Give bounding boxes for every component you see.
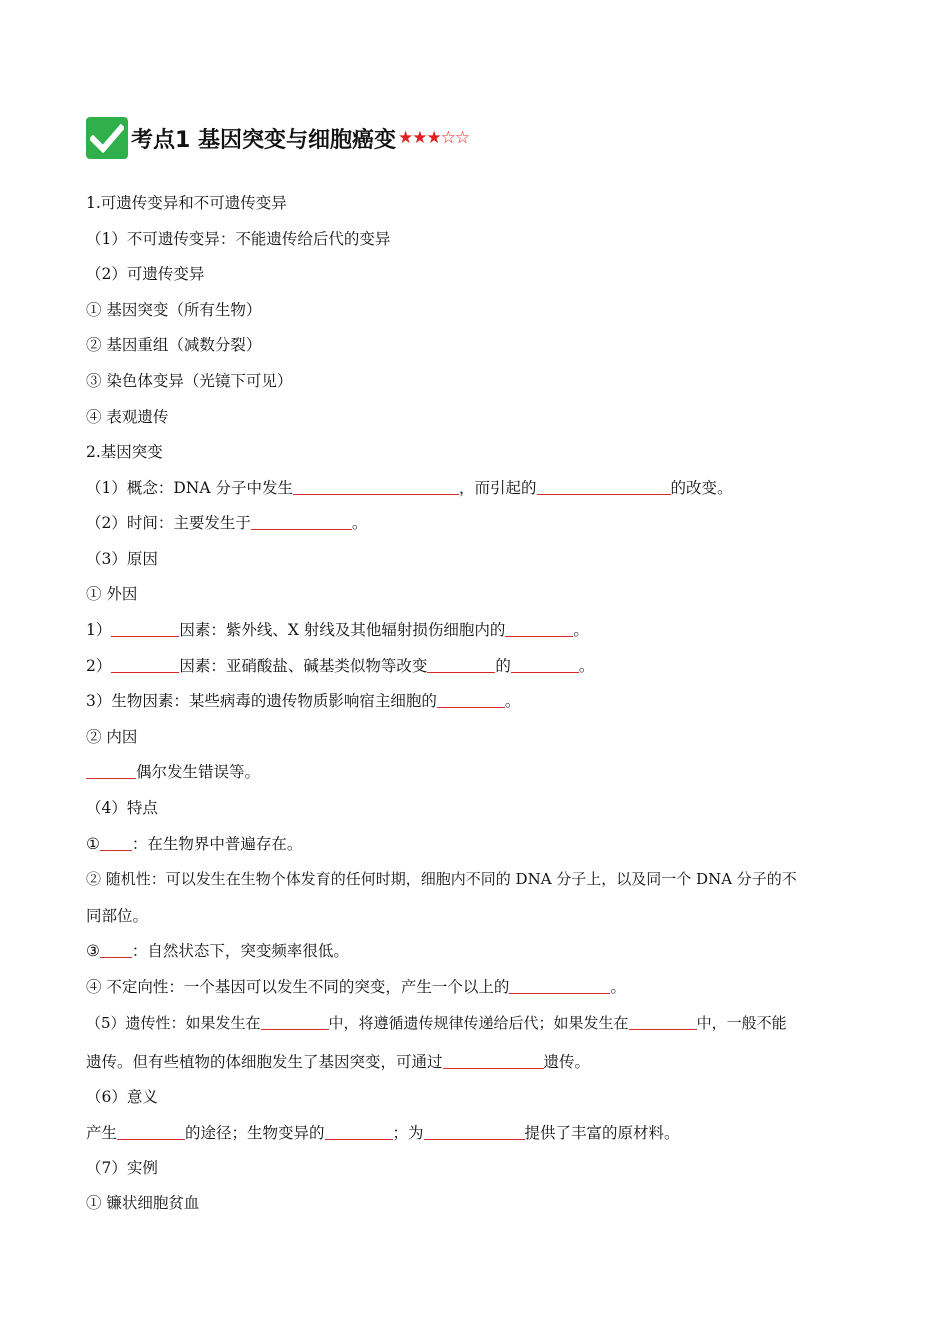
text-line — [86, 478, 733, 498]
text-line: （6）意义 — [86, 1088, 158, 1106]
text-segment: ，而引起的 — [458, 479, 537, 497]
text-line: 2.基因突变 — [86, 443, 163, 461]
text-line: ② 随机性：可以发生在生物个体发育的任何时期，细胞内不同的 DNA 分子上，以及同一个 DNA 分子的不 — [86, 870, 797, 888]
text-segment: 。 — [504, 692, 521, 710]
text-segment: 产生 — [86, 1124, 118, 1142]
text-line: ① 镰状细胞贫血 — [86, 1194, 200, 1212]
text-line: ① 外因 — [86, 585, 138, 603]
text-line — [86, 762, 260, 782]
text-segment: 1） — [86, 621, 112, 639]
text-segment: 。 — [573, 621, 589, 639]
text-segment: 。 — [610, 978, 626, 996]
text-segment: ④ 不定向性：一个基因可以发生不同的突变，产生一个以上的 — [86, 978, 510, 996]
text-segment: 的 — [495, 657, 511, 675]
text-line — [86, 691, 520, 711]
text-segment: 提供了丰富的原材料。 — [524, 1124, 680, 1142]
text-line — [86, 620, 589, 640]
text-line — [86, 1013, 787, 1033]
fill-blank[interactable] — [437, 692, 505, 708]
fill-blank[interactable] — [537, 479, 671, 495]
text-segment: 3）生物因素：某些病毒的遗传物质影响宿主细胞的 — [86, 692, 437, 710]
text-line — [86, 1052, 590, 1072]
text-line: 同部位。 — [86, 907, 149, 925]
text-segment: ：自然状态下，突变频率很低。 — [131, 942, 349, 960]
text-segment: 的途径；生物变异的 — [185, 1124, 325, 1142]
fill-blank[interactable] — [325, 1124, 393, 1140]
text-segment: （1）概念：DNA 分子中发生 — [86, 479, 293, 497]
text-segment: 。 — [578, 657, 595, 675]
section-heading — [86, 115, 469, 161]
fill-blank[interactable] — [111, 621, 179, 637]
text-segment: 因素：亚硝酸盐、碱基类似物等改变 — [179, 657, 428, 675]
text-line: ① 基因突变（所有生物） — [86, 301, 262, 319]
section-title: 考点1 基因突变与细胞癌变 — [131, 127, 396, 153]
text-line — [86, 656, 594, 676]
text-line: （3）原因 — [86, 550, 158, 568]
text-line: 1.可遗传变异和不可遗传变异 — [86, 194, 287, 212]
text-line: ② 基因重组（减数分裂） — [86, 336, 262, 354]
fill-blank[interactable] — [629, 1014, 697, 1030]
fill-blank[interactable] — [100, 942, 132, 958]
text-segment: 中，将遵循遗传规律传递给后代；如果发生在 — [328, 1014, 629, 1032]
text-segment: 2） — [86, 657, 112, 675]
fill-blank[interactable] — [509, 978, 610, 994]
fill-blank[interactable] — [111, 657, 179, 673]
text-segment: （5）遗传性：如果发生在 — [86, 1014, 261, 1032]
difficulty-stars: ★★★☆☆ — [397, 128, 470, 148]
text-line — [86, 834, 302, 854]
text-line: ② 内因 — [86, 728, 138, 746]
text-segment: ：在生物界中普遍存在。 — [131, 835, 303, 853]
text-segment: 遗传。但有些植物的体细胞发生了基因突变，可通过 — [86, 1053, 443, 1071]
text-line: （2）可遗传变异 — [86, 265, 205, 283]
fill-blank[interactable] — [505, 621, 573, 637]
text-line — [86, 513, 367, 533]
fill-blank[interactable] — [117, 1124, 185, 1140]
text-segment: 的改变。 — [670, 479, 733, 497]
text-line — [86, 941, 349, 961]
text-line — [86, 977, 626, 997]
fill-blank[interactable] — [511, 657, 579, 673]
text-line: （7）实例 — [86, 1159, 158, 1177]
text-segment: 因素：紫外线、X 射线及其他辐射损伤细胞内的 — [179, 621, 506, 639]
fill-blank[interactable] — [261, 1014, 329, 1030]
fill-blank[interactable] — [424, 1124, 525, 1140]
fill-blank[interactable] — [86, 763, 136, 779]
fill-blank[interactable] — [427, 657, 495, 673]
text-line: ③ 染色体变异（光镜下可见） — [86, 372, 293, 390]
text-segment: 中，一般不能 — [696, 1014, 787, 1032]
text-segment: ③ — [86, 942, 100, 960]
text-segment: 。 — [351, 514, 368, 532]
text-segment: 遗传。 — [543, 1053, 591, 1071]
text-line — [86, 1123, 680, 1143]
text-segment: 偶尔发生错误等。 — [136, 763, 261, 781]
text-segment: （2）时间：主要发生于 — [86, 514, 251, 532]
text-segment: ① — [86, 835, 100, 853]
text-line: （1）不可遗传变异：不能遗传给后代的变异 — [86, 230, 391, 248]
fill-blank[interactable] — [293, 479, 459, 495]
text-segment: ；为 — [392, 1124, 424, 1142]
fill-blank[interactable] — [443, 1053, 544, 1069]
text-line: （4）特点 — [86, 799, 158, 817]
text-line: ④ 表观遗传 — [86, 408, 169, 426]
checkmark-icon — [86, 117, 128, 159]
fill-blank[interactable] — [100, 835, 132, 851]
fill-blank[interactable] — [251, 514, 352, 530]
